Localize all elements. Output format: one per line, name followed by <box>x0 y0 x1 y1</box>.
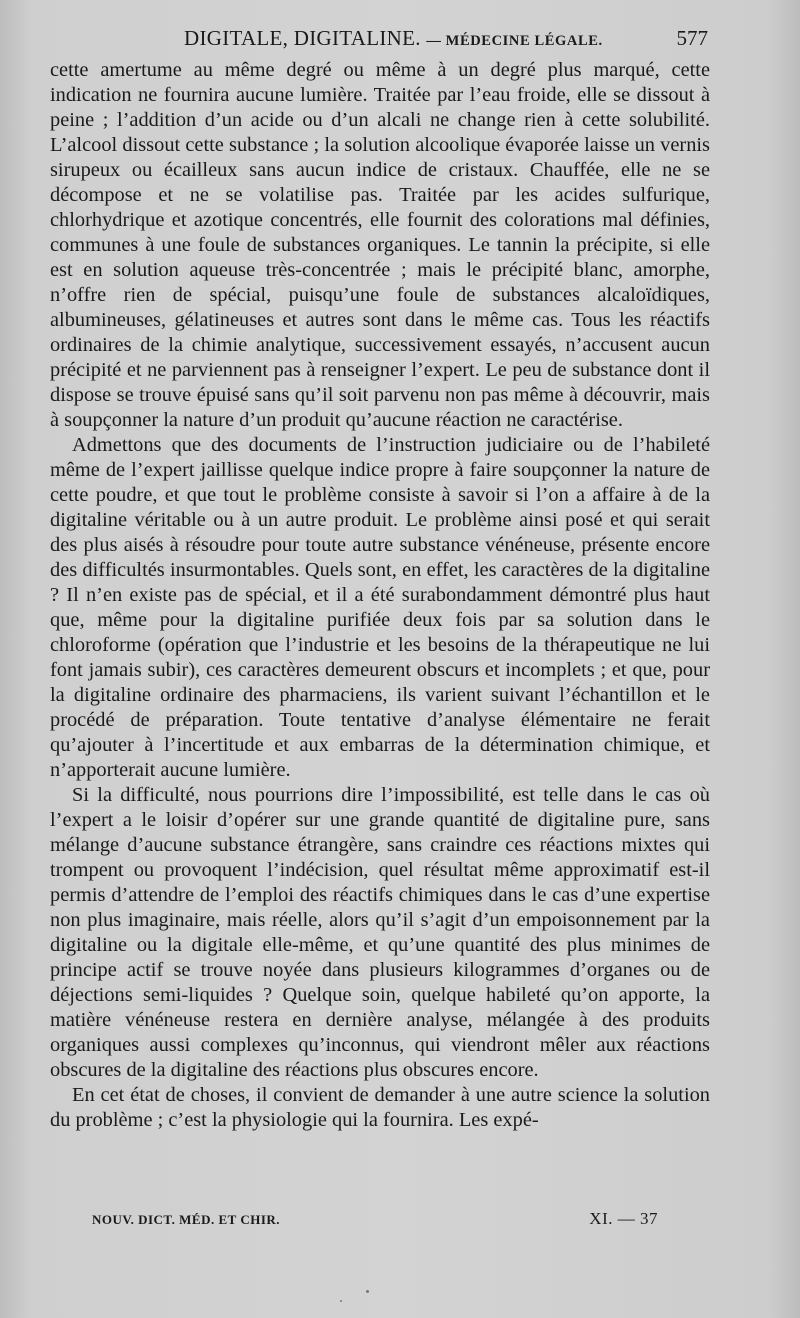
body-text <box>50 58 710 1133</box>
header-title: DIGITALE, DIGITALINE. <box>184 26 421 50</box>
page-number: 577 <box>676 26 708 50</box>
running-title <box>184 26 603 51</box>
paragraph: cette amertume au même degré ou même à un degré plus marqué, cette indication ne fournira aucune lumière. Traitée par l’eau froide, elle se dissout à peine ; l’addition d’un acide ou d’un alcali ne change rien à cette solubilité. L’alcool dissout cette substance ; la solution alcoolique évaporée laisse un vernis sirupeux ou écailleux sans aucun indice de cristaux. Chauffée, elle ne se décompose et ne se volatilise pas. Traitée par les acides sulfurique, chlorhydrique et azotique concentrés, elle fournit des colorations mal définies, communes à une foule de substances organiques. Le tannin la précipite, si elle est en solution aqueuse très-concentrée ; mais le précipité blanc, amorphe, n’offre rien de spécial, puisqu’une foule de substances alcaloïdiques, albumineuses, gélatineuses et autres sont dans le même cas. Tous les réactifs ordinaires de la chimie analytique, successivement essayés, n’accusent aucun précipité et ne parviennent pas à renseigner l’expert. Le peu de substance dont il dispose se trouve épuisé sans qu’il soit parvenu non pas même à découvrir, mais à soupçonner la nature d’un produit qu’aucune réaction ne caractérise. <box>50 59 710 431</box>
paragraph: Admettons que des documents de l’instruction judiciaire ou de l’habileté même de l’expert jaillisse quelque indice propre à faire soupçonner la nature de cette poudre, et que tout le problème consiste à savoir si l’on a affaire à de la digitaline véritable ou à un autre produit. Le problème ainsi posé et qui serait des plus aisés à résoudre pour toute autre substance vénéneuse, présente encore des difficultés insurmontables. Quels sont, en effet, les caractères de la digitaline ? Il n’en existe pas de spécial, et il a été surabondamment démontré plus haut que, même pour la digitaline purifiée deux fois par sa solution dans le chloroforme (opération que l’industrie et les besoins de la thérapeutique ne lui font jamais subir), ces caractères demeurent obscurs et incomplets ; et que, pour la digitaline ordinaire des pharmaciens, ils varient suivant l’échantillon et le procédé de préparation. Toute tentative d’analyse élémentaire ne ferait qu’ajouter à l’incertitude et aux embarras de la détermination chimique, et n’apporterait aucune lumière. <box>50 434 710 781</box>
paper-speck <box>366 1290 369 1293</box>
header-section: — MÉDECINE LÉGALE. <box>426 33 603 49</box>
footer-signature: NOUV. DICT. MÉD. ET CHIR. <box>92 1212 281 1227</box>
running-header <box>50 26 710 56</box>
paper-speck <box>340 1300 342 1302</box>
paragraph: En cet état de choses, il convient de demander à une autre science la solution du problème ; c’est la physiologie qui la fournira. Les expé- <box>50 1084 710 1131</box>
footer-volume: XI. — 37 <box>589 1209 658 1228</box>
paragraph: Si la difficulté, nous pourrions dire l’impossibilité, est telle dans le cas où l’expert a le loisir d’opérer sur une grande quantité de digitaline pure, sans mélange d’aucune substance étrangère, sans craindre ces réactions mixtes qui trompent ou provoquent l’indécision, quel résultat même approximatif est-il permis d’attendre de l’emploi des réactifs chimiques dans le cas d’une expertise non plus imaginaire, mais réelle, alors qu’il s’agit d’un empoisonnement par la digitaline ou la digitale elle-même, et qu’une quantité des plus minimes de principe actif se trouve noyée dans plusieurs kilogrammes d’organes ou de déjections semi-liquides ? Quelque soin, quelque habileté qu’on apporte, la matière vénéneuse restera en dernière analyse, mélangée à des produits organiques aussi complexes qu’inconnus, qui viendront mêler aux réactions obscures de la digitaline des réactions plus obscures encore. <box>50 784 710 1081</box>
